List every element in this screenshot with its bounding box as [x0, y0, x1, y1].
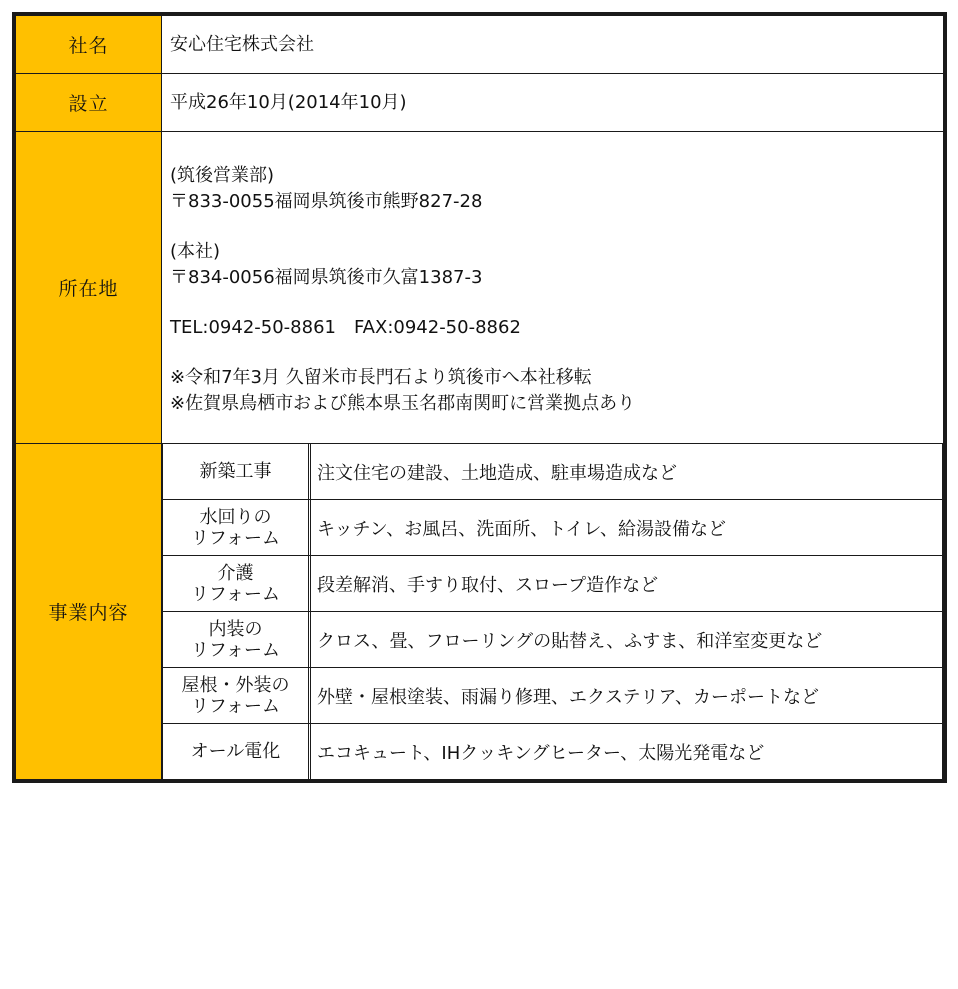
business-row	[163, 444, 943, 500]
company-name-value: 安心住宅株式会社	[162, 16, 944, 74]
business-cell	[162, 444, 944, 780]
row-company-name	[16, 16, 944, 74]
business-description: 段差解消、手すり取付、スロープ造作など	[311, 556, 943, 612]
business-label: 事業内容	[16, 444, 162, 780]
business-category: オール電化	[163, 724, 309, 780]
contact-line: TEL:0942-50-8861 FAX:0942-50-8862	[170, 316, 521, 338]
row-business	[16, 444, 944, 780]
business-category: 新築工事	[163, 444, 309, 500]
business-row	[163, 668, 943, 724]
established-label: 設立	[16, 74, 162, 132]
business-category: 介護 リフォーム	[163, 556, 309, 612]
address-value	[162, 132, 944, 444]
company-name-label: 社名	[16, 16, 162, 74]
business-description: キッチン、お風呂、洗面所、トイレ、給湯設備など	[311, 500, 943, 556]
row-address	[16, 132, 944, 444]
business-category: 屋根・外装の リフォーム	[163, 668, 309, 724]
note-relocation: ※令和7年3月 久留米市長門石より筑後市へ本社移転	[170, 366, 592, 388]
info-table	[15, 15, 944, 780]
business-row	[163, 724, 943, 780]
business-table	[162, 444, 943, 779]
business-row	[163, 556, 943, 612]
branch-title: (筑後営業部)	[170, 164, 275, 186]
business-row	[163, 612, 943, 668]
hq-title: (本社)	[170, 240, 221, 262]
business-category: 水回りの リフォーム	[163, 500, 309, 556]
business-description: 注文住宅の建設、土地造成、駐車場造成など	[311, 444, 943, 500]
business-category: 内装の リフォーム	[163, 612, 309, 668]
business-description: エコキュート、IHクッキングヒーター、太陽光発電など	[311, 724, 943, 780]
business-description: 外壁・屋根塗装、雨漏り修理、エクステリア、カーポートなど	[311, 668, 943, 724]
business-description: クロス、畳、フローリングの貼替え、ふすま、和洋室変更など	[311, 612, 943, 668]
hq-address: 〒834-0056福岡県筑後市久富1387-3	[170, 266, 483, 288]
established-value: 平成26年10月(2014年10月)	[162, 74, 944, 132]
business-row	[163, 500, 943, 556]
address-label: 所在地	[16, 132, 162, 444]
branch-address: 〒833-0055福岡県筑後市熊野827-28	[170, 190, 483, 212]
note-branches: ※佐賀県鳥栖市および熊本県玉名郡南関町に営業拠点あり	[170, 392, 636, 414]
row-established	[16, 74, 944, 132]
company-info-table	[12, 12, 947, 783]
